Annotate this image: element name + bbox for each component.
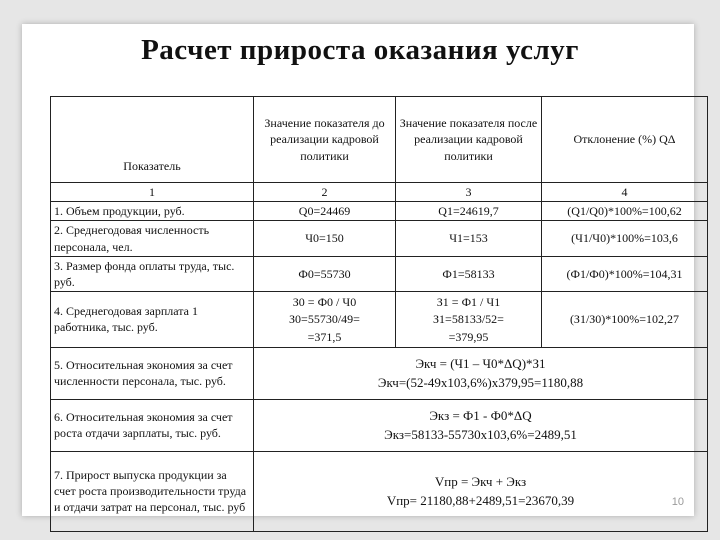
table-row <box>51 292 708 348</box>
value-after <box>396 292 542 348</box>
row-label: 1. Объем продукции, руб. <box>51 202 254 221</box>
formula-line: З0=55730/49= <box>289 312 360 327</box>
row-label: 3. Размер фонда оплаты труда, тыс. руб. <box>51 256 254 291</box>
row-label: 6. Относительная экономия за счет роста отдачи зарплаты, тыс. руб. <box>51 399 254 451</box>
col-number: 2 <box>254 183 396 202</box>
header-before: Значение показателя до реализации кадровой политики <box>254 97 396 183</box>
table-row <box>51 256 708 291</box>
value-before <box>254 292 396 348</box>
formula-line: Экч = (Ч1 – Ч0*ΔQ)*З1 <box>415 356 546 372</box>
header-row <box>51 97 708 183</box>
row-label: 5. Относительная экономия за счет численности персонала, тыс. руб. <box>51 347 254 399</box>
table-row <box>51 221 708 256</box>
value-before: Q0=24469 <box>254 202 396 221</box>
col-number: 3 <box>396 183 542 202</box>
value-after: Q1=24619,7 <box>396 202 542 221</box>
deviation: (Q1/Q0)*100%=100,62 <box>542 202 708 221</box>
formula-line: Экз = Ф1 - Ф0*ΔQ <box>429 408 532 424</box>
formula-line: Vпр = Экч + Экз <box>434 474 527 490</box>
header-after: Значение показателя после реализации кадровой политики <box>396 97 542 183</box>
col-number: 1 <box>51 183 254 202</box>
formula-line: Экз=58133-55730х103,6%=2489,51 <box>384 426 577 442</box>
formula-line: =371,5 <box>307 329 342 344</box>
value-before: Ч0=150 <box>254 221 396 256</box>
table-row <box>51 347 708 399</box>
deviation: (З1/З0)*100%=102,27 <box>542 292 708 348</box>
formula-line: З1 = Ф1 / Ч1 <box>436 295 501 310</box>
header-indicator: Показатель <box>51 97 254 183</box>
deviation: (Ч1/Ч0)*100%=103,6 <box>542 221 708 256</box>
value-after: Ч1=153 <box>396 221 542 256</box>
merged-formula <box>254 451 708 531</box>
formula-line: Vпр= 21180,88+2489,51=23670,39 <box>386 492 575 508</box>
calculation-table <box>50 96 708 532</box>
formula-line: З1=58133/52= <box>433 312 504 327</box>
table-row <box>51 451 708 531</box>
formula-line: =379,95 <box>448 329 489 344</box>
row-label: 4. Среднегодовая зарплата 1 работника, тыс. руб. <box>51 292 254 348</box>
formula-line: З0 = Ф0 / Ч0 <box>292 295 357 310</box>
merged-formula <box>254 399 708 451</box>
table-row <box>51 202 708 221</box>
row-label: 7. Прирост выпуска продукции за счет роста производительности труда и отдачи затрат на персонал, тыс. руб <box>51 451 254 531</box>
merged-formula <box>254 347 708 399</box>
row-label: 2. Среднегодовая численность персонала, чел. <box>51 221 254 256</box>
value-after: Ф1=58133 <box>396 256 542 291</box>
table-row <box>51 183 708 202</box>
col-number: 4 <box>542 183 708 202</box>
value-before: Ф0=55730 <box>254 256 396 291</box>
header-deviation: Отклонение (%) QΔ <box>542 97 708 183</box>
page-number: 10 <box>671 496 684 508</box>
deviation: (Ф1/Ф0)*100%=104,31 <box>542 256 708 291</box>
table-row <box>51 399 708 451</box>
page-title: Расчет прироста оказания услуг <box>141 34 579 66</box>
formula-line: Экч=(52-49х103,6%)х379,95=1180,88 <box>377 374 584 390</box>
